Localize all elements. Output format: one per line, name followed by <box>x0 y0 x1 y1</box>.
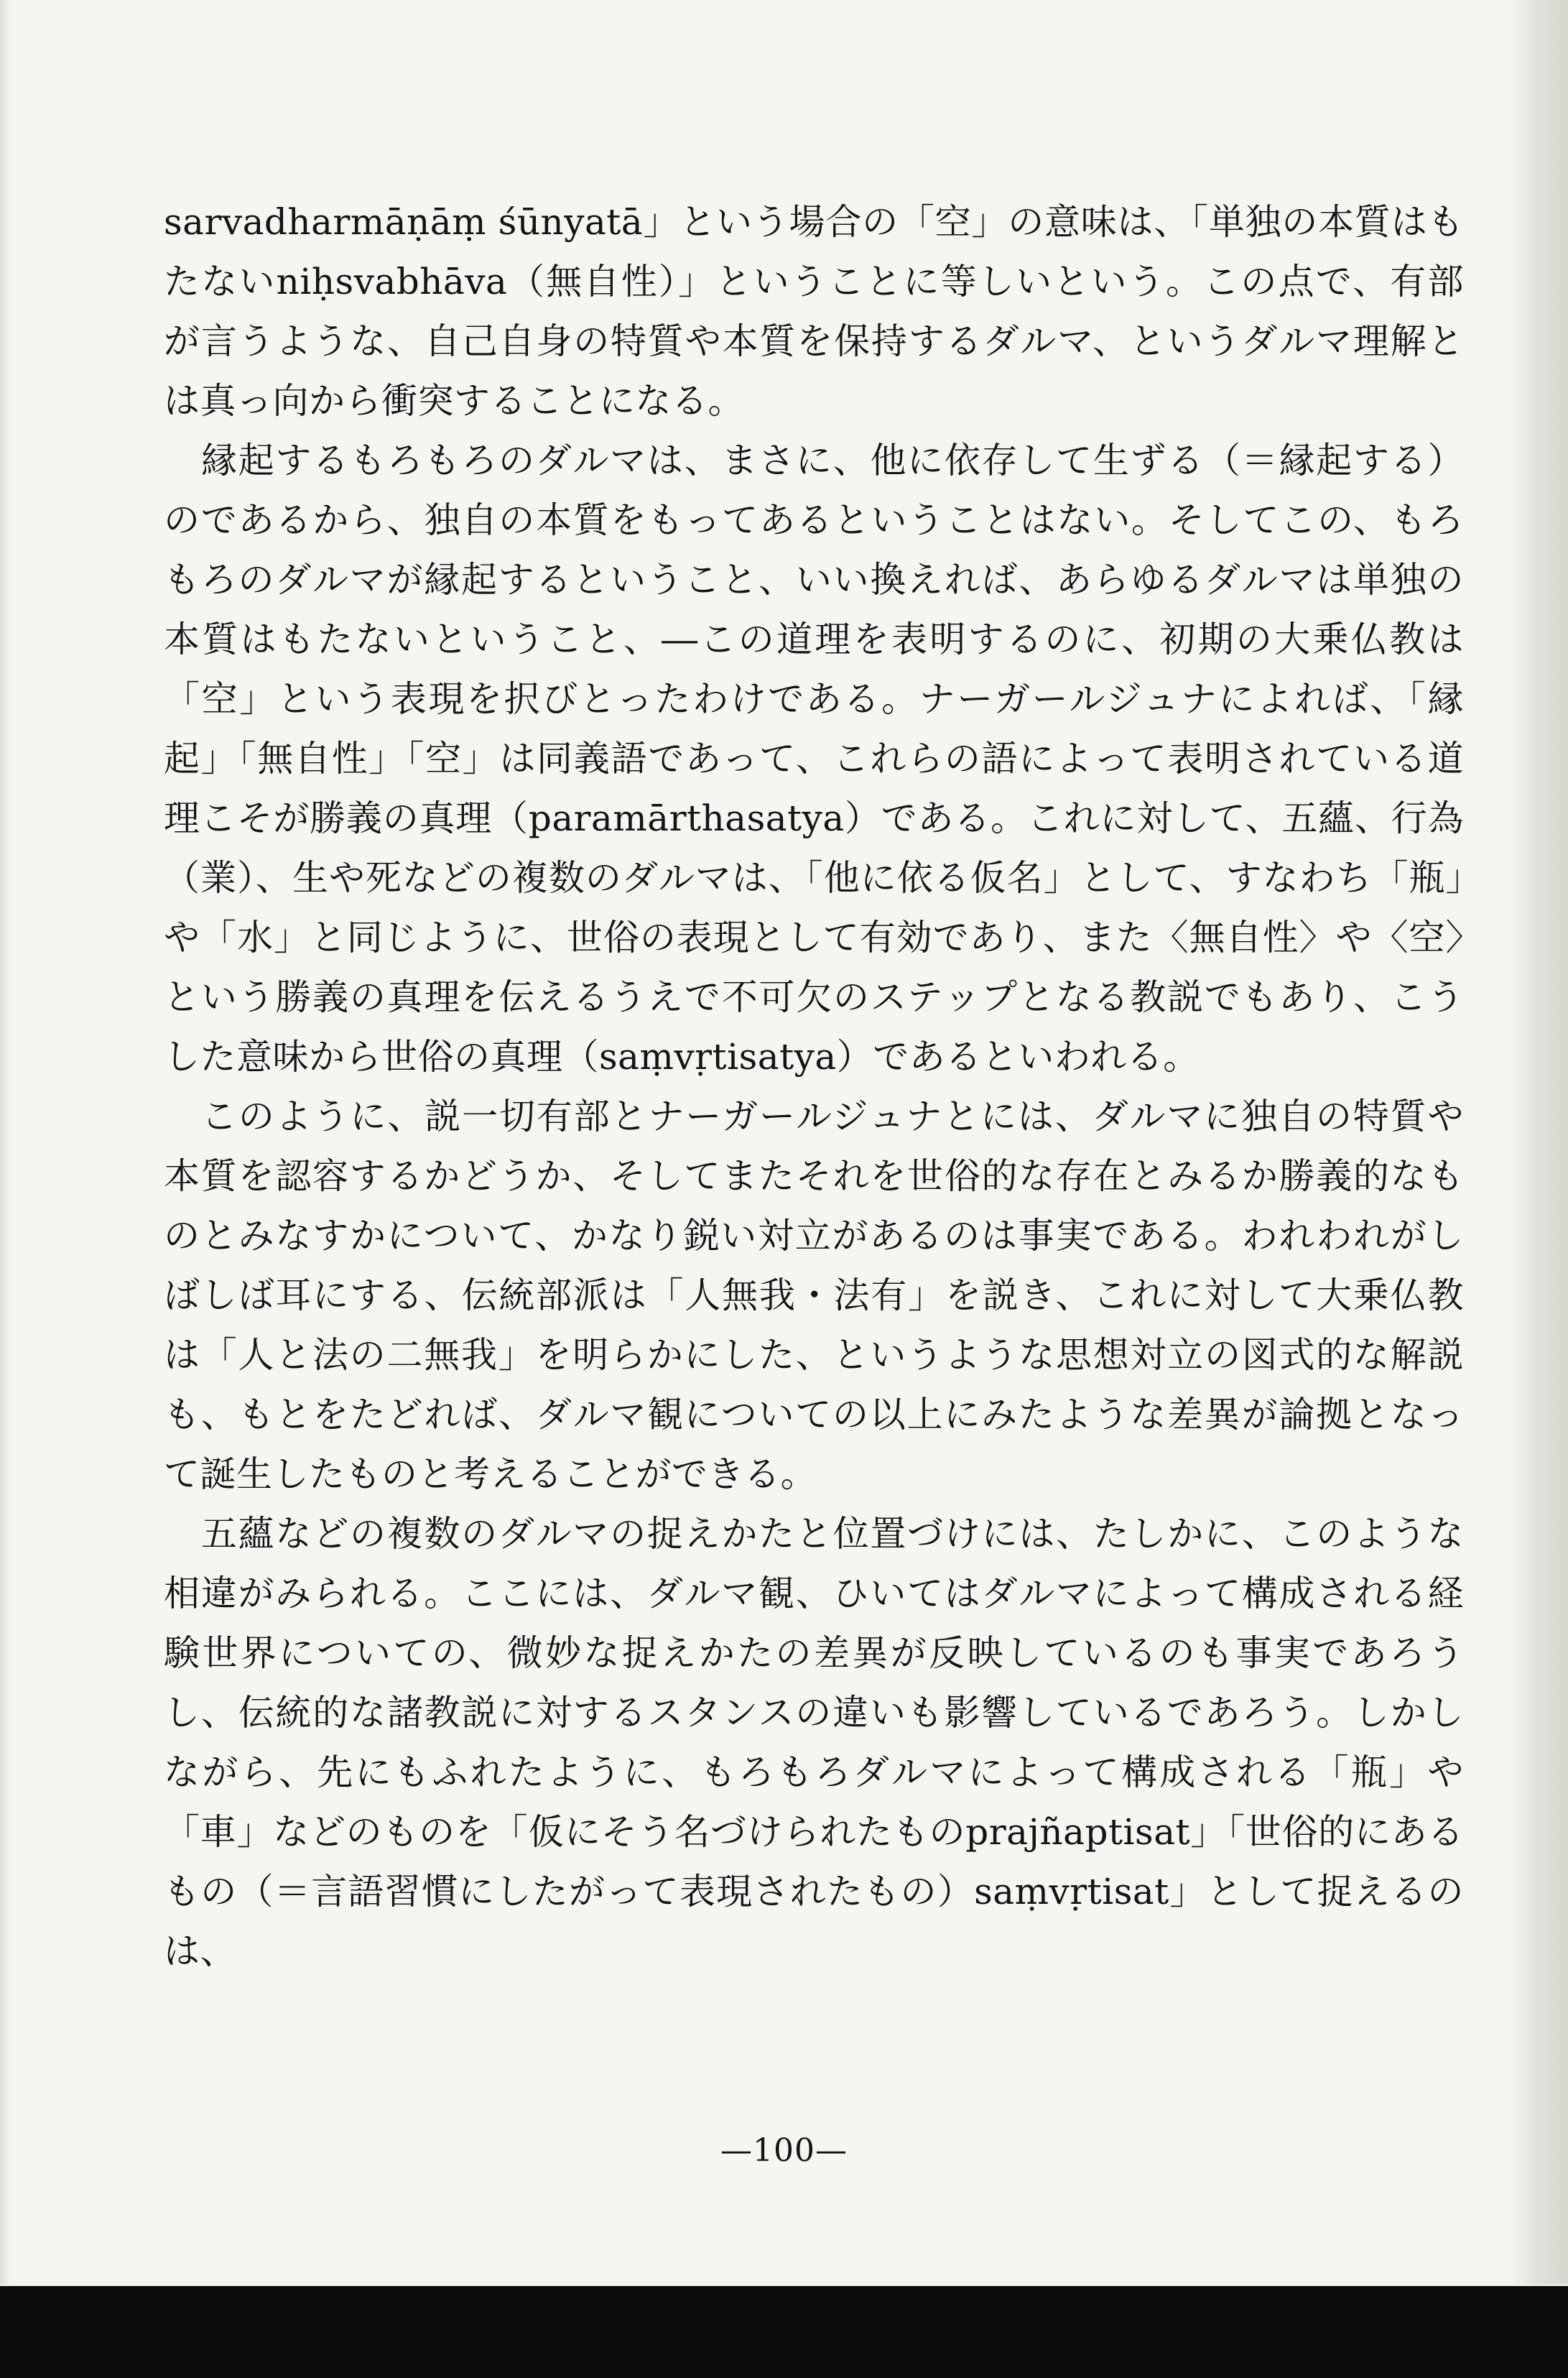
scan-bottom-border <box>0 2286 1568 2378</box>
page-right-edge <box>1511 0 1568 2285</box>
body-text <box>164 193 1464 1981</box>
paragraph-2: 縁起するもろもろのダルマは、まさに、他に依存して生ずる（＝縁起する）のであるから、独自の本質をもってあるということはない。そしてこの、もろもろのダルマが縁起するということ、いい換えれば、あらゆるダルマは単独の本質はもたないということ、―この道理を表明するのに、初期の大乗仏教は「空」という表現を択びとったわけである。ナーガールジュナによれば、「縁起」「無自性」「空」は同義語であって、これらの語によって表明されている道理こそが勝義の真理（paramārthasatya）である。これに対して、五蘊、行為（業）、生や死などの複数のダルマは、「他に依る仮名」として、すなわち「瓶」や「水」と同じように、世俗の表現として有効であり、また〈無自性〉や〈空〉という勝義の真理を伝えるうえで不可欠のステップとなる教説でもあり、こうした意味から世俗の真理（saṃvṛtisatya）であるといわれる。 <box>164 440 1464 1078</box>
page-number: —100— <box>720 2132 848 2169</box>
paragraph-3: このように、説一切有部とナーガールジュナとには、ダルマに独自の特質や本質を認容するかどうか、そしてまたそれを世俗的な存在とみるか勝義的なものとみなすかについて、かなり鋭い対立があるのは事実である。われわれがしばしば耳にする、伝統部派は「人無我・法有」を説き、これに対して大乗仏教は「人と法の二無我」を明らかにした、というような思想対立の図式的な解説も、もとをたどれば、ダルマ観についての以上にみたような差異が論拠となって誕生したものと考えることができる。 <box>164 1096 1464 1495</box>
paragraph-1: sarvadharmāṇāṃ śūnyatā」という場合の「空」の意味は、「単独の本質はもたないniḥsvabhāva（無自性）」ということに等しいという。この点で、有部が言うような、自己自身の特質や本質を保持するダルマ、というダルマ理解とは真っ向から衝突することになる。 <box>164 201 1464 422</box>
paragraph-4: 五蘊などの複数のダルマの捉えかたと位置づけには、たしかに、このような相違がみられる。ここには、ダルマ観、ひいてはダルマによって構成される経験世界についての、微妙な捉えかたの差異が反映しているのも事実であろうし、伝統的な諸教説に対するスタンスの違いも影響しているであろう。しかしながら、先にもふれたように、もろもろダルマによって構成される「瓶」や「車」などのものを「仮にそう名づけられたものprajñaptisat」「世俗的にあるもの（＝言語習慣にしたがって表現されたもの）saṃvṛtisat」として捉えるのは、 <box>164 1513 1464 1972</box>
page-left-edge <box>0 0 10 2285</box>
